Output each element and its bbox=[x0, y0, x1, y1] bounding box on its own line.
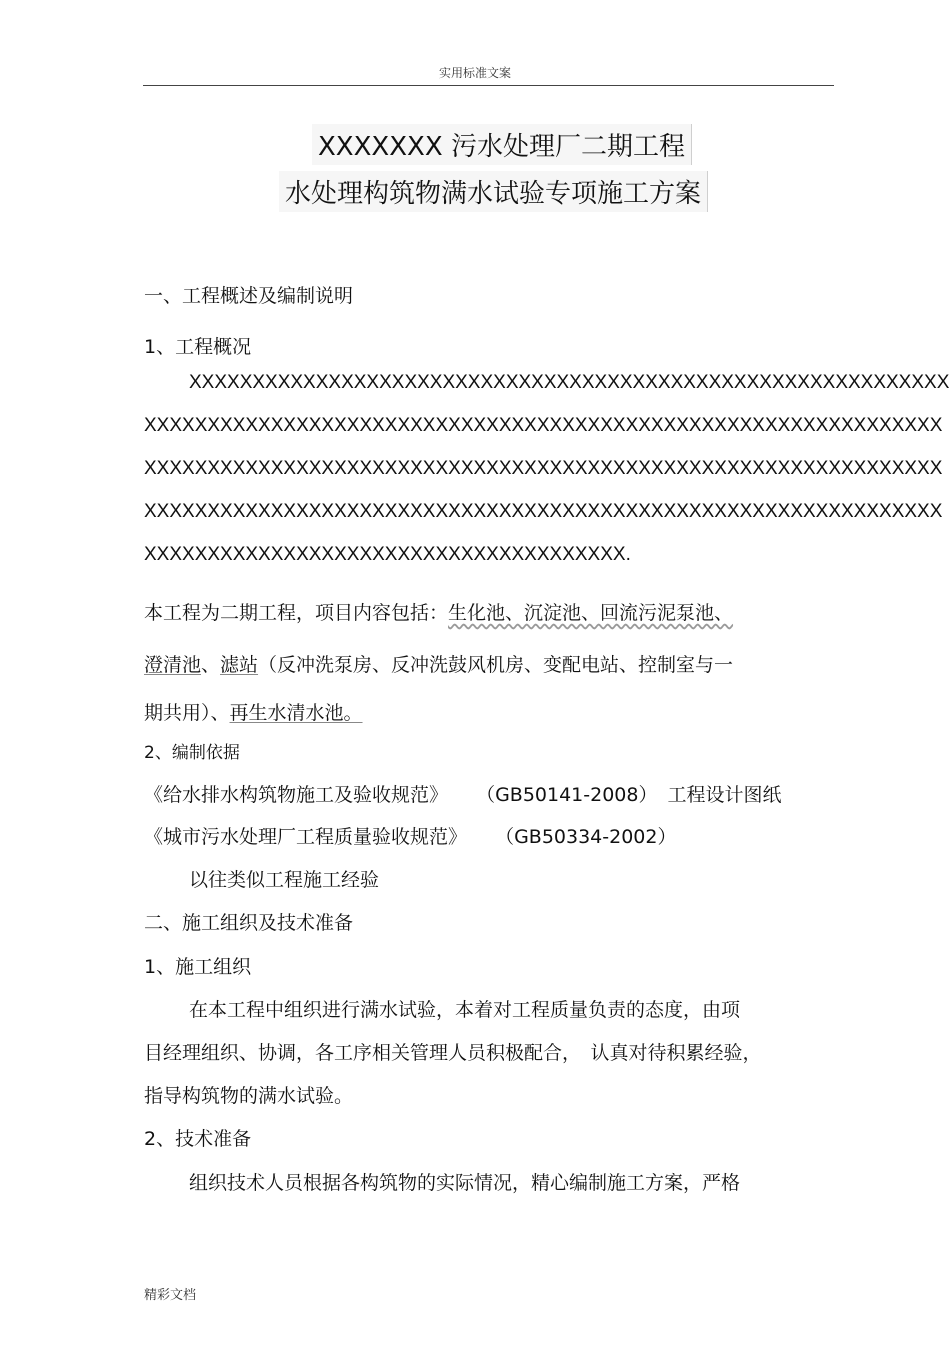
document-title-line-2: 水处理构筑物满水试验专项施工方案 bbox=[279, 171, 708, 212]
basis-standard-code: （GB50334-2002） bbox=[495, 826, 677, 848]
scope-structures-text: 生化池、沉淀池、回流污泥泵池、 bbox=[448, 602, 734, 624]
scope-paragraph-line bbox=[144, 698, 363, 725]
basis-item-2 bbox=[144, 822, 676, 849]
scope-detail-text: （反冲洗泵房、反冲洗鼓风机房、变配电站、控制室与一 bbox=[258, 654, 734, 676]
page-footer: 精彩文档 bbox=[144, 1288, 197, 1303]
reclaimed-water-tank-text: 再生水清水池。 bbox=[229, 702, 363, 724]
filter-station-text: 滤站 bbox=[220, 654, 259, 676]
document-title-line-1: XXXXXXX 污水处理厂二期工程 bbox=[312, 124, 692, 165]
overview-placeholder-line: XXXXXXXXXXXXXXXXXXXXXXXXXXXXXXXXXXXXXXXXXXXXXXXXXXXXXXXXXXXXXXX bbox=[144, 458, 943, 479]
clarifier-text: 澄清池 bbox=[144, 654, 202, 676]
basis-design-drawings: 工程设计图纸 bbox=[667, 784, 782, 806]
header-divider bbox=[143, 85, 834, 86]
organization-paragraph-line: 在本工程中组织进行满水试验，本着对工程质量负责的态度，由项 bbox=[189, 999, 741, 1021]
subsection-2-2-heading: 2、技术准备 bbox=[144, 1128, 252, 1150]
overview-placeholder-line: XXXXXXXXXXXXXXXXXXXXXXXXXXXXXXXXXXXXXXXXXXXXXXXXXXXXXXXXXXXXXXX bbox=[144, 501, 943, 522]
technical-prep-paragraph-line: 组织技术人员根据各构筑物的实际情况，精心编制施工方案，严格 bbox=[189, 1172, 741, 1194]
scope-paragraph-line bbox=[144, 598, 733, 625]
scope-intro-text: 本工程为二期工程，项目内容包括： bbox=[144, 602, 449, 624]
overview-placeholder-line: XXXXXXXXXXXXXXXXXXXXXXXXXXXXXXXXXXXXXX. bbox=[144, 544, 631, 565]
organization-paragraph-line: 指导构筑物的满水试验。 bbox=[144, 1085, 354, 1107]
section-2-heading: 二、施工组织及技术准备 bbox=[144, 912, 354, 934]
subsection-1-2-heading: 2、编制依据 bbox=[144, 743, 240, 763]
basis-item-1 bbox=[144, 780, 782, 807]
basis-standard-name: 《给水排水构筑物施工及验收规范》 bbox=[144, 784, 449, 806]
section-1-heading: 一、工程概述及编制说明 bbox=[144, 285, 354, 307]
basis-standard-name: 《城市污水处理厂工程质量验收规范》 bbox=[144, 826, 468, 848]
separator-text: 、 bbox=[201, 654, 221, 676]
scope-paragraph-line bbox=[144, 650, 733, 677]
scope-shared-text: 期共用）、 bbox=[144, 702, 230, 724]
basis-standard-code: （GB50141-2008） bbox=[476, 784, 658, 806]
subsection-1-1-heading: 1、工程概况 bbox=[144, 336, 252, 358]
overview-placeholder-line: XXXXXXXXXXXXXXXXXXXXXXXXXXXXXXXXXXXXXXXXXXXXXXXXXXXXXXXXXXXXXXX bbox=[144, 415, 943, 436]
basis-item-3: 以往类似工程施工经验 bbox=[189, 869, 380, 891]
subsection-2-1-heading: 1、施工组织 bbox=[144, 956, 252, 978]
overview-placeholder-line: XXXXXXXXXXXXXXXXXXXXXXXXXXXXXXXXXXXXXXXXXXXXXXXXXXXXXXXXXXXX bbox=[189, 372, 950, 393]
organization-paragraph-line: 目经理组织、协调，各工序相关管理人员积极配合， 认真对待积累经验， bbox=[144, 1042, 762, 1064]
page-header: 实用标准文案 bbox=[438, 66, 511, 80]
